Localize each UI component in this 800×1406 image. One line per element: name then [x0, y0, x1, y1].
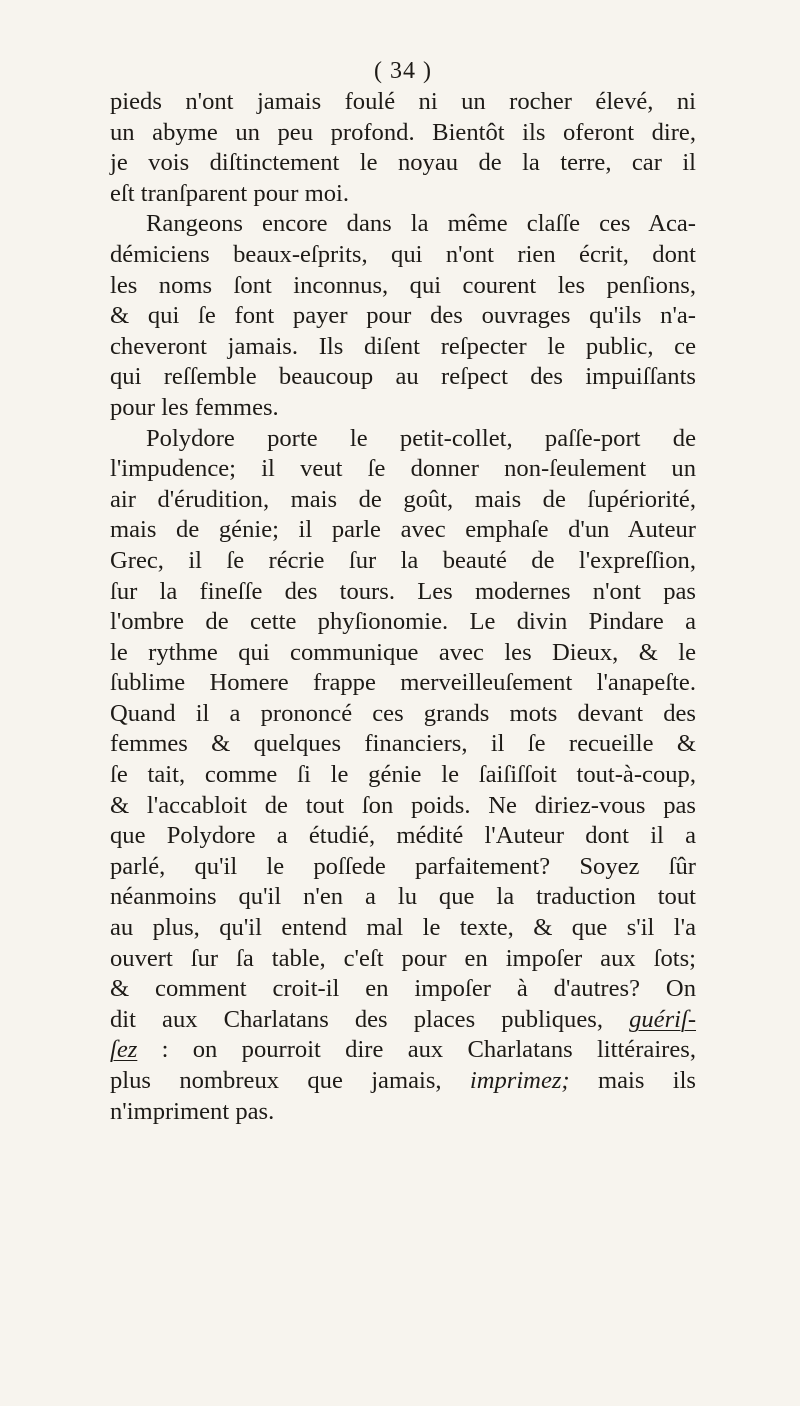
text-line: ouvert ſur ſa table, c'eſt pour en impoſer aux ſots;	[110, 944, 696, 972]
text-line: le rythme qui communique avec les Dieux, & le	[110, 638, 696, 666]
text-segment: plus nombreux que jamais,	[110, 1067, 442, 1094]
paragraph-3	[110, 424, 696, 1128]
text-line: mais de génie; il parle avec emphaſe d'un Auteur	[110, 516, 696, 544]
text-segment: : on pourroit dire aux Charlatans littéraires,	[161, 1036, 696, 1064]
italic-word: ſez	[110, 1036, 138, 1064]
text-line	[110, 1005, 696, 1036]
text-line: & qui ſe font payer pour des ouvrages qu'ils n'a-	[110, 302, 696, 330]
text-line: eſt tranſparent pour moi.	[110, 179, 350, 207]
italic-word: guériſ-	[629, 1005, 697, 1033]
text-line: cheveront jamais. Ils diſent reſpecter le public, ce	[110, 332, 696, 360]
text-segment: mais ils	[597, 1067, 696, 1094]
italic-word: imprimez;	[469, 1067, 570, 1094]
text-line: Rangeons encore dans la même claſſe ces Aca-	[146, 210, 696, 238]
text-segment: dit aux Charlatans des places publiques,	[110, 1005, 603, 1033]
text-line: n'impriment pas.	[110, 1097, 275, 1125]
text-line: Grec, il ſe récrie ſur la beauté de l'expreſſion,	[110, 546, 696, 574]
text-line: pour les femmes.	[110, 393, 279, 421]
text-line: démiciens beaux-eſprits, qui n'ont rien écrit, dont	[110, 240, 696, 268]
text-line: air d'érudition, mais de goût, mais de ſupériorité,	[110, 485, 696, 513]
text-line: parlé, qu'il le poſſede parfaitement? Soyez ſûr	[110, 852, 696, 880]
page-number: ( 34 )	[374, 58, 432, 84]
text-line: pieds n'ont jamais foulé ni un rocher élevé, ni	[110, 88, 696, 115]
text-line	[110, 1035, 696, 1066]
text-line: ſublime Homere frappe merveilleuſement l'anapeſte.	[110, 669, 696, 697]
text-line: néanmoins qu'il n'en a lu que la traduction tout	[110, 883, 696, 911]
text-line: que Polydore a étudié, médité l'Auteur dont il a	[110, 822, 696, 850]
text-line: les noms ſont inconnus, qui courent les penſions,	[110, 271, 696, 299]
text-line: & comment croit-il en impoſer à d'autres? On	[110, 975, 696, 1003]
text-line: ſur la fineſſe des tours. Les modernes n'ont pas	[110, 577, 696, 605]
text-line: un abyme un peu profond. Bientôt ils oferont dire,	[110, 118, 696, 146]
text-line	[110, 1066, 696, 1097]
text-line: l'ombre de cette phyſionomie. Le divin Pindare a	[110, 608, 696, 636]
text-line: je vois diſtinctement le noyau de la terre, car il	[110, 149, 696, 177]
text-line: & l'accabloit de tout ſon poids. Ne diriez-vous pas	[110, 791, 696, 819]
paragraph-1	[110, 87, 696, 209]
text-line: ſe tait, comme ſi le génie le ſaiſiſſoit tout-à-coup,	[110, 761, 696, 789]
paragraph-2	[110, 209, 696, 423]
text-line: Quand il a prononcé ces grands mots devant des	[110, 699, 696, 727]
page	[110, 56, 696, 1127]
text-line: l'impudence; il veut ſe donner non-ſeulement un	[110, 455, 696, 483]
text-line: qui reſſemble beaucoup au reſpect des impuiſſants	[110, 363, 696, 391]
text-line: au plus, qu'il entend mal le texte, & que s'il l'a	[110, 914, 696, 942]
text-line: femmes & quelques financiers, il ſe recueille &	[110, 730, 696, 758]
text-line: Polydore porte le petit-collet, paſſe-port de	[146, 424, 696, 452]
